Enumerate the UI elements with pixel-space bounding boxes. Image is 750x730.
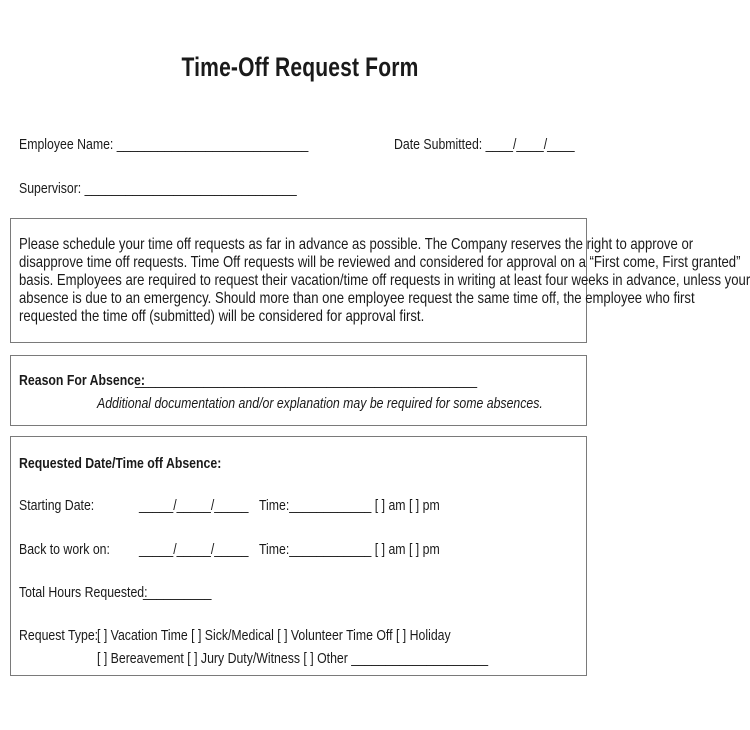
notice-box (10, 218, 750, 343)
notice-line: Please schedule your time off requests as far in advance as possible. The Company reserves the right to approve or (19, 236, 694, 253)
back-to-work-label: Back to work on: (19, 541, 110, 558)
total-hours-input[interactable]: __________ (143, 584, 212, 601)
reason-box (10, 355, 587, 426)
starting-time-input[interactable]: Time:____________ [ ] am [ ] pm (259, 497, 440, 514)
notice-line: disapprove time off requests. Time Off requests will be reviewed and considered for approval on a “First come, First granted” (19, 254, 741, 271)
date-submitted-field[interactable]: Date Submitted: ____/____/____ (394, 136, 575, 153)
notice-line: basis. Employees are required to request their vacation/time off requests in writing at least four weeks in advance, unless your (19, 272, 750, 289)
reason-label: Reason For Absence: (19, 372, 145, 389)
notice-text (19, 236, 750, 326)
reason-input[interactable]: __________________________________________________ (135, 372, 478, 389)
starting-date-label: Starting Date: (19, 497, 95, 514)
reason-note: Additional documentation and/or explanation may be required for some absences. (97, 395, 543, 412)
requested-box (10, 436, 587, 676)
supervisor-field[interactable]: Supervisor: _______________________________ (19, 180, 297, 197)
employee-name-field[interactable]: Employee Name: ____________________________ (19, 136, 309, 153)
page-title: Time-Off Request Form (181, 52, 419, 82)
request-type-options-row1[interactable]: [ ] Vacation Time [ ] Sick/Medical [ ] Volunteer Time Off [ ] Holiday (97, 627, 451, 644)
starting-date-input[interactable]: _____/_____/_____ (139, 497, 249, 514)
total-hours-label: Total Hours Requested: (19, 584, 148, 601)
request-type-options-row2[interactable]: [ ] Bereavement [ ] Jury Duty/Witness [ ] Other ____________________ (97, 650, 489, 667)
notice-line: requested the time off (submitted) will be considered for approval first. (19, 308, 425, 325)
notice-line: absence is due to an emergency. Should more than one employee request the same time off, the employee who first (19, 290, 695, 307)
requested-heading: Requested Date/Time off Absence: (19, 455, 222, 472)
back-to-work-date-input[interactable]: _____/_____/_____ (139, 541, 249, 558)
request-type-label: Request Type: (19, 627, 99, 644)
back-to-work-time-input[interactable]: Time:____________ [ ] am [ ] pm (259, 541, 440, 558)
